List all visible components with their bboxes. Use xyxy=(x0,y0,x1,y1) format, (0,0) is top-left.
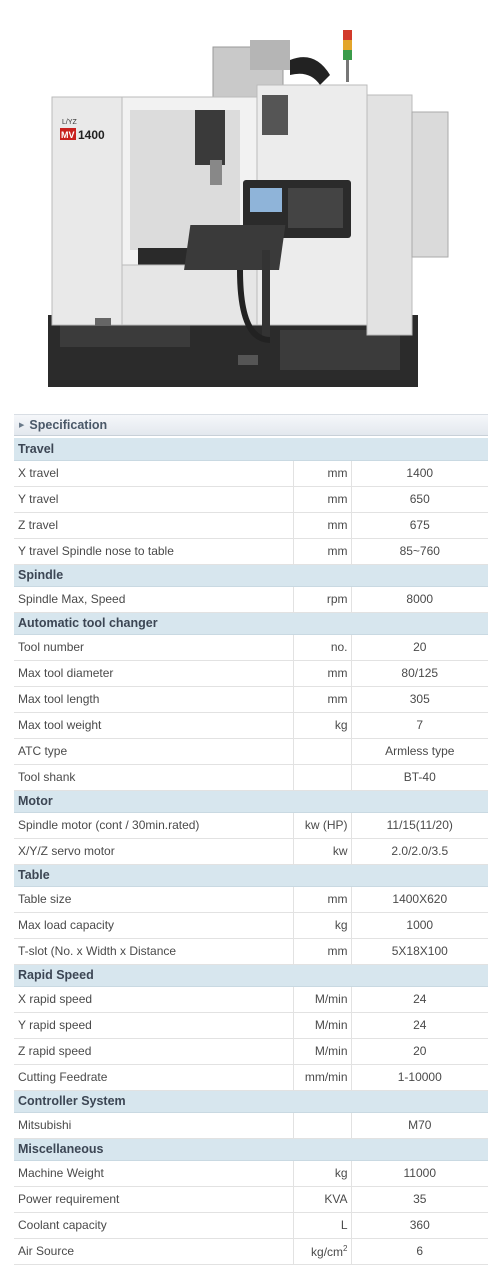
spec-label: Max tool weight xyxy=(14,712,293,738)
section-title: Controller System xyxy=(14,1090,488,1112)
spec-unit xyxy=(293,764,351,790)
spec-unit: mm xyxy=(293,486,351,512)
spec-label: Max tool diameter xyxy=(14,660,293,686)
spec-unit: mm xyxy=(293,886,351,912)
spec-value: 85~760 xyxy=(351,538,488,564)
spec-label: X travel xyxy=(14,460,293,486)
section-title: Motor xyxy=(14,790,488,812)
spec-label: Air Source xyxy=(14,1238,293,1264)
table-row xyxy=(14,1038,488,1064)
table-row xyxy=(14,634,488,660)
section-header-row xyxy=(14,790,488,812)
spec-value: M70 xyxy=(351,1112,488,1138)
section-header-row xyxy=(14,1090,488,1112)
spec-unit: kg xyxy=(293,712,351,738)
spec-value: 24 xyxy=(351,1012,488,1038)
table-row xyxy=(14,1212,488,1238)
spec-unit: mm xyxy=(293,460,351,486)
spec-label: Z travel xyxy=(14,512,293,538)
spec-value: BT-40 xyxy=(351,764,488,790)
model-badge: MV xyxy=(61,130,75,140)
table-row xyxy=(14,1012,488,1038)
spec-value: 80/125 xyxy=(351,660,488,686)
spec-unit: kw xyxy=(293,838,351,864)
spec-value: 2.0/2.0/3.5 xyxy=(351,838,488,864)
spec-value: 650 xyxy=(351,486,488,512)
table-row xyxy=(14,686,488,712)
spec-value: Armless type xyxy=(351,738,488,764)
table-row xyxy=(14,838,488,864)
spec-unit: mm xyxy=(293,660,351,686)
table-row xyxy=(14,1064,488,1090)
table-row xyxy=(14,586,488,612)
spec-unit: kg xyxy=(293,1160,351,1186)
section-header-row xyxy=(14,612,488,634)
table-row xyxy=(14,938,488,964)
table-row xyxy=(14,912,488,938)
table-row xyxy=(14,764,488,790)
machine-illustration xyxy=(0,0,502,405)
spec-label: ATC type xyxy=(14,738,293,764)
spec-label: Machine Weight xyxy=(14,1160,293,1186)
table-row xyxy=(14,538,488,564)
specification-title: Specification xyxy=(29,418,108,432)
spec-value: 1000 xyxy=(351,912,488,938)
brand-mark: L/YZ xyxy=(62,119,77,126)
spec-unit xyxy=(293,1112,351,1138)
spec-value: 1400X620 xyxy=(351,886,488,912)
section-title: Automatic tool changer xyxy=(14,612,488,634)
spec-value: 35 xyxy=(351,1186,488,1212)
spec-label: Z rapid speed xyxy=(14,1038,293,1064)
spec-unit xyxy=(293,738,351,764)
spec-value: 360 xyxy=(351,1212,488,1238)
spec-label: Max load capacity xyxy=(14,912,293,938)
table-row xyxy=(14,1186,488,1212)
section-title: Travel xyxy=(14,438,488,460)
table-row xyxy=(14,460,488,486)
spec-value: 1-10000 xyxy=(351,1064,488,1090)
spec-unit: kw (HP) xyxy=(293,812,351,838)
spec-unit: mm/min xyxy=(293,1064,351,1090)
specification-header xyxy=(14,414,488,436)
table-row xyxy=(14,812,488,838)
section-header-row xyxy=(14,1138,488,1160)
table-row xyxy=(14,512,488,538)
spec-value: 24 xyxy=(351,986,488,1012)
spec-label: Y travel Spindle nose to table xyxy=(14,538,293,564)
spec-label: Spindle Max, Speed xyxy=(14,586,293,612)
spec-label: Power requirement xyxy=(14,1186,293,1212)
spec-label: X rapid speed xyxy=(14,986,293,1012)
table-row xyxy=(14,486,488,512)
spec-unit: no. xyxy=(293,634,351,660)
table-row xyxy=(14,1160,488,1186)
model-number: 1400 xyxy=(78,128,105,142)
spec-value: 11000 xyxy=(351,1160,488,1186)
spec-label: Cutting Feedrate xyxy=(14,1064,293,1090)
table-row xyxy=(14,660,488,686)
spec-label: Y rapid speed xyxy=(14,1012,293,1038)
spec-unit: mm xyxy=(293,538,351,564)
spec-label: T-slot (No. x Width x Distance xyxy=(14,938,293,964)
spec-label: Y travel xyxy=(14,486,293,512)
spec-value: 20 xyxy=(351,634,488,660)
section-header-row xyxy=(14,964,488,986)
spec-unit: rpm xyxy=(293,586,351,612)
spec-label: Spindle motor (cont / 30min.rated) xyxy=(14,812,293,838)
section-title: Rapid Speed xyxy=(14,964,488,986)
spec-value: 8000 xyxy=(351,586,488,612)
table-row xyxy=(14,886,488,912)
section-title: Miscellaneous xyxy=(14,1138,488,1160)
spec-label: X/Y/Z servo motor xyxy=(14,838,293,864)
triangle-right-icon: ▶ xyxy=(19,422,25,429)
spec-label: Tool number xyxy=(14,634,293,660)
spec-unit: kg xyxy=(293,912,351,938)
spec-label: Max tool length xyxy=(14,686,293,712)
table-row xyxy=(14,1238,488,1264)
section-title: Spindle xyxy=(14,564,488,586)
spec-label: Coolant capacity xyxy=(14,1212,293,1238)
spec-unit: mm xyxy=(293,512,351,538)
spec-unit: $kg/cm^2$ xyxy=(293,1238,351,1264)
spec-label: Mitsubishi xyxy=(14,1112,293,1138)
spec-unit: M/min xyxy=(293,1038,351,1064)
section-header-row xyxy=(14,564,488,586)
spec-unit: L xyxy=(293,1212,351,1238)
machine-photo xyxy=(0,0,502,405)
spec-value: 675 xyxy=(351,512,488,538)
spec-unit: mm xyxy=(293,938,351,964)
spec-unit: KVA xyxy=(293,1186,351,1212)
spec-unit: M/min xyxy=(293,986,351,1012)
table-row xyxy=(14,738,488,764)
section-title: Table xyxy=(14,864,488,886)
specification-table xyxy=(14,438,488,1265)
spec-value: 7 xyxy=(351,712,488,738)
spec-value: 6 xyxy=(351,1238,488,1264)
spec-label: Table size xyxy=(14,886,293,912)
spec-value: 20 xyxy=(351,1038,488,1064)
spec-value: 305 xyxy=(351,686,488,712)
spec-value: 1400 xyxy=(351,460,488,486)
spec-unit: M/min xyxy=(293,1012,351,1038)
spec-value: 11/15(11/20) xyxy=(351,812,488,838)
section-header-row xyxy=(14,438,488,460)
table-row xyxy=(14,1112,488,1138)
spec-label: Tool shank xyxy=(14,764,293,790)
spec-value: 5X18X100 xyxy=(351,938,488,964)
spec-unit: mm xyxy=(293,686,351,712)
table-row xyxy=(14,712,488,738)
section-header-row xyxy=(14,864,488,886)
table-row xyxy=(14,986,488,1012)
